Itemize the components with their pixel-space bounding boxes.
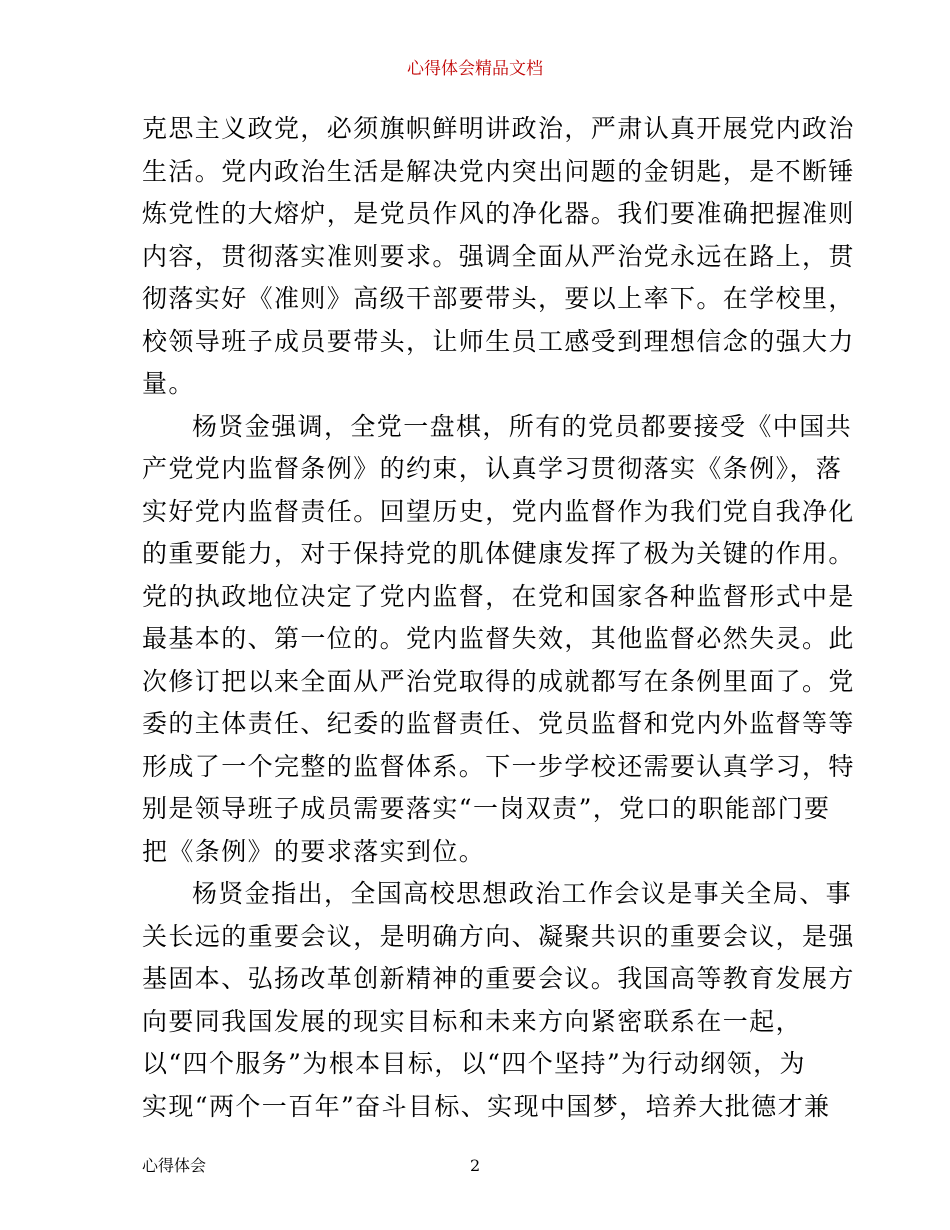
text-line: 炼党性的大熔炉，是党员作风的净化器。我们要准确把握准则	[142, 199, 855, 228]
text-line: 次修订把以来全面从严治党取得的成就都写在条例里面了。党	[142, 666, 855, 696]
text-line: 别是领导班子成员需要落实“一岗双责”，党口的职能部门要	[142, 794, 831, 823]
text-line: 生活。党内政治生活是解决党内突出问题的金钥匙，是不断锤	[142, 156, 855, 186]
footer-label: 心得体会	[142, 1156, 207, 1175]
page-number: 2	[470, 1156, 481, 1175]
text-line: 把《条例》的要求落实到位。	[142, 836, 486, 866]
text-line: 以“四个服务”为根本目标，以“四个坚持”为行动纲领，为	[142, 1049, 806, 1078]
text-line: 党的执政地位决定了党内监督，在党和国家各种监督形式中是	[142, 581, 855, 611]
text-line: 量。	[142, 369, 195, 398]
paragraph-first-line: 杨贤金强调，全党一盘棋，所有的党员都要接受《中国共	[192, 411, 853, 441]
text-line: 委的主体责任、纪委的监督责任、党员监督和党内外监督等等	[142, 709, 855, 738]
text-line: 最基本的、第一位的。党内监督失效，其他监督必然失灵。此	[142, 624, 855, 653]
text-line: 校领导班子成员要带头，让师生员工感受到理想信念的强大力	[142, 326, 855, 356]
text-line: 实现“两个一百年”奋斗目标、实现中国梦，培养大批德才兼	[142, 1091, 831, 1121]
document-header-title: 心得体会精品文档	[407, 59, 543, 79]
text-line: 克思主义政党，必须旗帜鲜明讲政治，严肃认真开展党内政治	[142, 114, 855, 143]
text-line: 形成了一个完整的监督体系。下一步学校还需要认真学习，特	[142, 751, 855, 781]
text-line: 的重要能力，对于保持党的肌体健康发挥了极为关键的作用。	[142, 539, 855, 568]
text-line: 基固本、弘扬改革创新精神的重要会议。我国高等教育发展方	[142, 964, 855, 993]
text-line: 产党党内监督条例》的约束，认真学习贯彻落实《条例》，落	[142, 454, 843, 483]
text-line: 实好党内监督责任。回望历史，党内监督作为我们党自我净化	[142, 496, 855, 526]
text-line: 向要同我国发展的现实目标和未来方向紧密联系在一起，	[142, 1006, 803, 1036]
text-line: 彻落实好《准则》高级干部要带头，要以上率下。在学校里，	[142, 284, 855, 313]
text-line: 内容，贯彻落实准则要求。强调全面从严治党永远在路上，贯	[142, 241, 855, 271]
document-body	[142, 108, 855, 1128]
text-line: 关长远的重要会议，是明确方向、凝聚共识的重要会议，是强	[142, 921, 855, 951]
paragraph-first-line: 杨贤金指出，全国高校思想政治工作会议是事关全局、事	[192, 879, 853, 908]
